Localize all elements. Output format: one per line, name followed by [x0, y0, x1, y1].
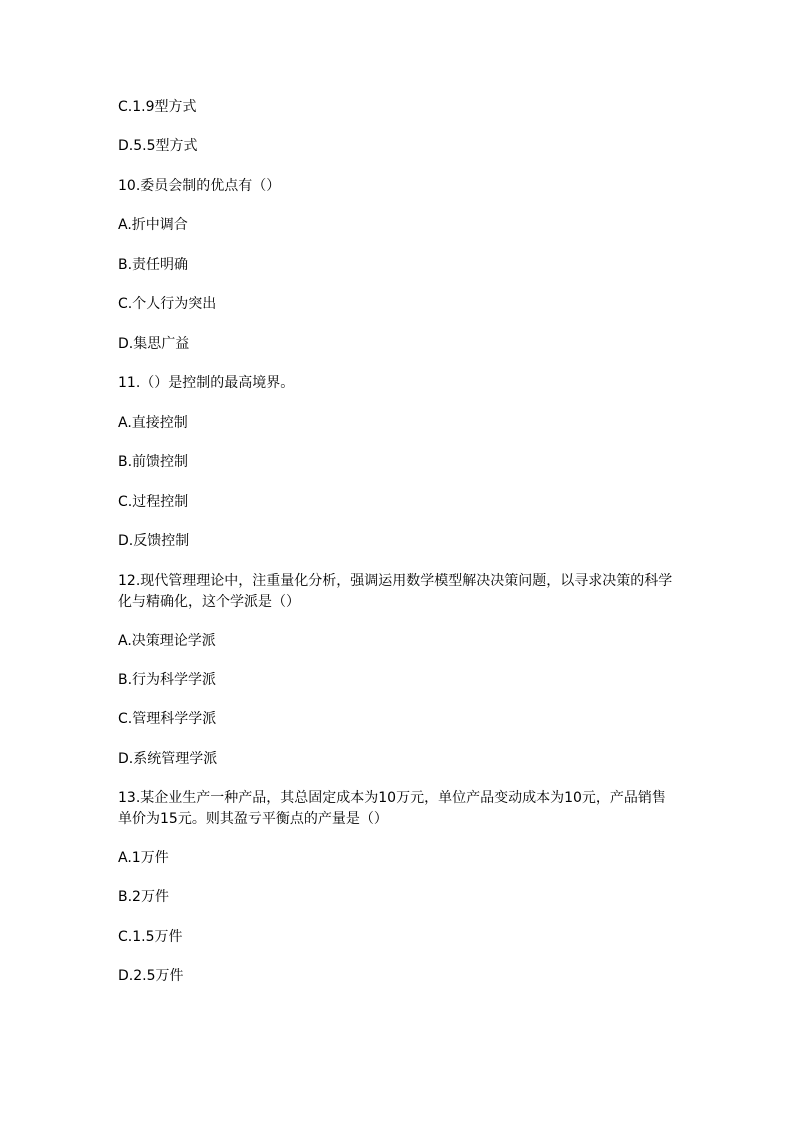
option-c-q11: C.过程控制 — [118, 494, 189, 510]
option-d-q10: D.集思广益 — [118, 336, 190, 352]
question-10: 10.委员会制的优点有（） — [118, 178, 281, 194]
option-c-q10: C.个人行为突出 — [118, 296, 217, 312]
option-d-q11: D.反馈控制 — [118, 533, 190, 549]
option-a-q12: A.决策理论学派 — [118, 633, 216, 649]
option-b-q11: B.前馈控制 — [118, 454, 189, 470]
option-b-q10: B.责任明确 — [118, 257, 189, 273]
option-c-q13: C.1.5万件 — [118, 929, 183, 945]
option-d-q9: D.5.5型方式 — [118, 138, 198, 154]
option-b-q13: B.2万件 — [118, 889, 169, 905]
option-a-q11: A.直接控制 — [118, 415, 188, 431]
option-d-q12: D.系统管理学派 — [118, 751, 218, 767]
option-c-q9: C.1.9型方式 — [118, 99, 197, 115]
question-11: 11.（）是控制的最高境界。 — [118, 375, 295, 391]
option-a-q13: A.1万件 — [118, 850, 169, 866]
option-a-q10: A.折中调合 — [118, 217, 188, 233]
option-b-q12: B.行为科学学派 — [118, 672, 217, 688]
question-13: 13.某企业生产一种产品，其总固定成本为10万元，单位产品变动成本为10元，产品销售单价为15元。则其盈亏平衡点的产量是（） — [118, 790, 666, 827]
option-d-q13: D.2.5万件 — [118, 968, 184, 984]
option-c-q12: C.管理科学学派 — [118, 711, 217, 727]
question-12: 12.现代管理理论中，注重量化分析，强调运用数学模型解决决策问题，以寻求决策的科学化与精确化，这个学派是（） — [118, 573, 673, 610]
